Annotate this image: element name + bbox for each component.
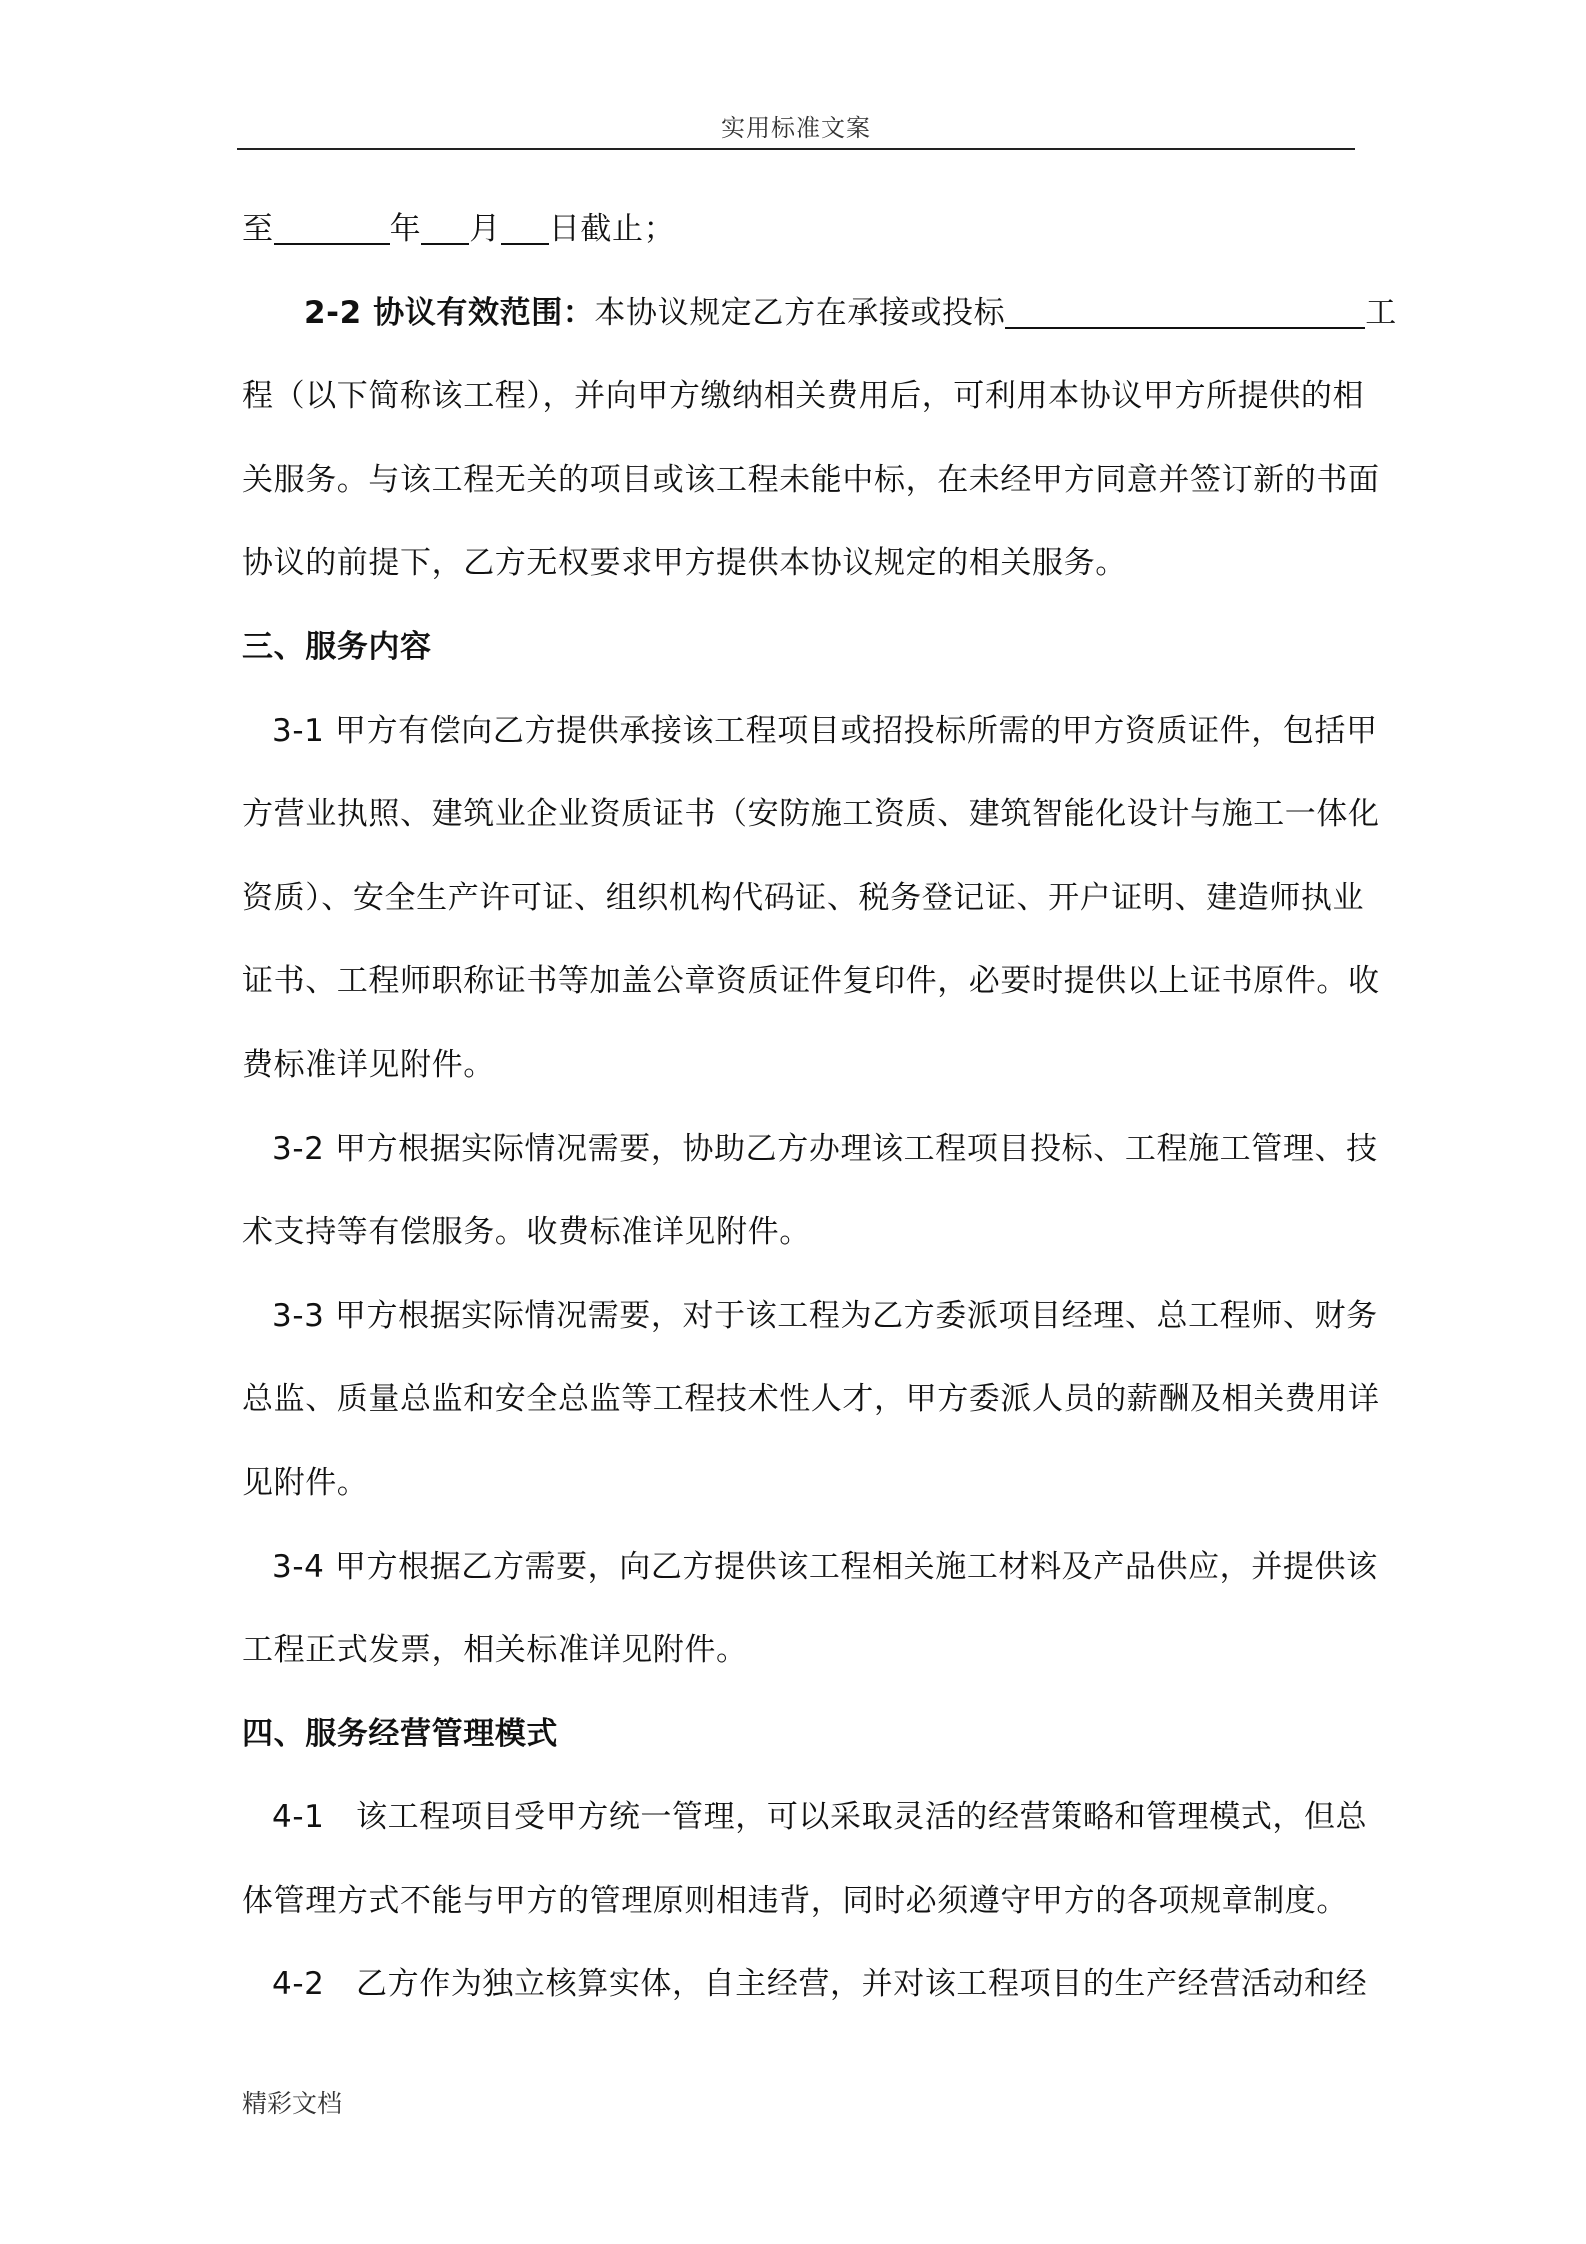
clause-3-3-line-2: 总监、质量总监和安全总监等工程技术性人才，甲方委派人员的薪酬及相关费用详 (242, 1381, 1380, 1418)
clause-4-1-line-2: 体管理方式不能与甲方的管理原则相违背，同时必须遵守甲方的各项规章制度。 (242, 1882, 1348, 1919)
year-blank (274, 203, 390, 245)
clause-2-2-line-2: 程（以下简称该工程），并向甲方缴纳相关费用后，可利用本协议甲方所提供的相 (242, 378, 1365, 415)
clause-2-2-line-3: 关服务。与该工程无关的项目或该工程未能中标，在未经甲方同意并签订新的书面 (242, 461, 1380, 498)
year-label: 年 (389, 211, 422, 247)
clause-2-2-line-4: 协议的前提下，乙方无权要求甲方提供本协议规定的相关服务。 (242, 545, 1127, 582)
clause-3-1-line-3: 资质）、安全生产许可证、组织机构代码证、税务登记证、开户证明、建造师执业 (242, 879, 1365, 916)
day-blank (501, 203, 549, 245)
clause-3-2-line-1: 3-2 甲方根据实际情况需要，协助乙方办理该工程项目投标、工程施工管理、技 (272, 1130, 1378, 1167)
page-footer-text: 精彩文档 (242, 2089, 343, 2118)
day-label: 日截止； (548, 211, 676, 247)
section-4-heading: 四、服务经营管理模式 (242, 1715, 558, 1752)
month-label: 月 (469, 211, 501, 247)
clause-4-1-line-1: 4-1 该工程项目受甲方统一管理，可以采取灵活的经营策略和管理模式，但总 (272, 1799, 1368, 1836)
clause-3-4-line-2: 工程正式发票，相关标准详见附件。 (242, 1632, 748, 1669)
document-body (242, 196, 1402, 2035)
clause-3-1-line-1: 3-1 甲方有偿向乙方提供承接该工程项目或招投标所需的甲方资质证件，包括甲 (272, 712, 1378, 749)
clause-3-2-line-2: 术支持等有偿服务。收费标准详见附件。 (242, 1214, 811, 1251)
month-blank (421, 203, 469, 245)
clause-2-2-text: 本协议规定乙方在承接或投标 (594, 294, 1006, 331)
section-3-heading: 三、服务内容 (242, 628, 432, 665)
clause-4-2-line-1: 4-2 乙方作为独立核算实体，自主经营，并对该工程项目的生产经营活动和经 (272, 1966, 1368, 2003)
header-divider (237, 148, 1355, 150)
clause-3-1-line-4: 证书、工程师职称证书等加盖公章资质证件复印件，必要时提供以上证书原件。收 (242, 963, 1380, 1000)
clause-3-1-line-5: 费标准详见附件。 (242, 1046, 495, 1083)
clause-3-1-line-2: 方营业执照、建筑业企业资质证书（安防施工资质、建筑智能化设计与施工一体化 (242, 796, 1380, 833)
clause-2-2-line-1 (242, 280, 1402, 364)
clause-3-3-line-3: 见附件。 (242, 1464, 369, 1501)
project-name-blank (1005, 287, 1365, 329)
date-line (242, 196, 1402, 280)
clause-2-2-label: 2-2 协议有效范围： (304, 294, 595, 331)
clause-3-4-line-1: 3-4 甲方根据乙方需要，向乙方提供该工程相关施工材料及产品供应，并提供该 (272, 1548, 1378, 1585)
clause-3-3-line-1: 3-3 甲方根据实际情况需要，对于该工程为乙方委派项目经理、总工程师、财务 (272, 1297, 1378, 1334)
date-prefix: 至 (242, 211, 274, 247)
page-header-title: 实用标准文案 (721, 114, 871, 142)
clause-2-2-text-end: 工 (1365, 294, 1397, 331)
